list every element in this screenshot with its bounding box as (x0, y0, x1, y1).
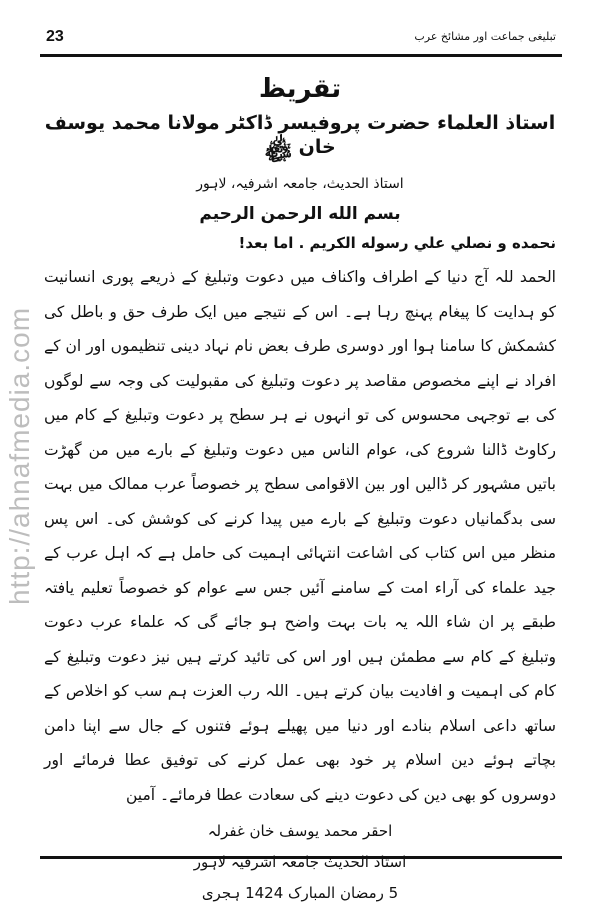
page-title: تقریظ (258, 74, 342, 104)
signature-date: 5 رمضان المبارک 1424 ہجری (201, 884, 399, 902)
footer-rule (40, 856, 562, 859)
running-header: تبلیغی جماعت اور مشائخ عرب (414, 30, 556, 43)
watermark: http://ahnafmedia.com (4, 306, 35, 606)
author-post: استاذ الحدیث، جامعہ اشرفیہ، لاہور (196, 176, 404, 192)
header-rule (40, 54, 562, 57)
basmala: بسم الله الرحمن الرحیم (199, 204, 401, 224)
author-name: استاذ العلماء حضرت پروفیسر ڈاکٹر مولانا محمد یوسف خان ﷾ (44, 112, 556, 158)
signature-block (44, 816, 556, 909)
page-content (44, 70, 556, 909)
signature-post: استاذ الحدیث جامعہ اشرفیہ لاہور (193, 853, 407, 871)
body-paragraph: الحمد للہ آج دنیا کے اطراف واکناف میں دعوت وتبلیغ کے ذریعے پوری انسانیت کو ہدایت کا پیغام پہنچ رہا ہے۔ اس کے نتیجے میں ایک طرف حق و باطل کی کشمکش کا سامنا ہوا اور دوسری طرف بعض نام نہاد دینی تنظیموں اور ان کے افراد نے اپنے مخصوص مقاصد پر دعوت وتبلیغ کی مقبولیت کی وجہ سے لوگوں کی بے توجہی محسوس کی تو انہوں نے ہر سطح پر دعوت وتبلیغ کے کام میں رکاوٹ ڈالنا شروع کی، عوام الناس میں دعوت وتبلیغ کے بارے میں من گھڑت باتیں مشہور کر ڈالیں اور بین الاقوامی سطح پر خصوصاً عرب ممالک میں بہت سی بدگمانیاں دعوت وتبلیغ کے بارے میں پیدا کرنے کی کوشش کی۔ اس پس منظر میں اس کتاب کی اشاعت انتہائی اہمیت کی حامل ہے کہ اہل عرب کے جید علماء کی آراء امت کے سامنے آئیں جس سے عوام کو خصوصاً تعلیم یافتہ طبقے پر ان شاء اللہ یہ بات بہت واضح ہو جائے گی کہ علماء عرب دعوت وتبلیغ کے کام سے مطمئن ہیں اور اس کی تائید کرتے ہیں نیز دعوت وتبلیغ کے کام کی اہمیت و افادیت بیان کرتے ہیں۔ اللہ رب العزت ہم سب کو اخلاص کے ساتھ داعی اسلام بنادے اور دنیا میں پھیلے ہوئے فتنوں کے جال سے اپنا دامن بچاتے ہوئے دین اسلام پر خود بھی عمل کرنے کی توفیق عطا فرمائے اور دوسروں کو بھی دین کی دعوت دینے کی سعادت عطا فرمائے۔ آمین (44, 268, 556, 804)
signature-name: احقر محمد یوسف خان غفرلہ (207, 822, 393, 840)
opening-line: نحمده و نصلي علي رسوله الكريم . اما بعد! (238, 234, 556, 252)
page-number: 23 (46, 28, 64, 45)
